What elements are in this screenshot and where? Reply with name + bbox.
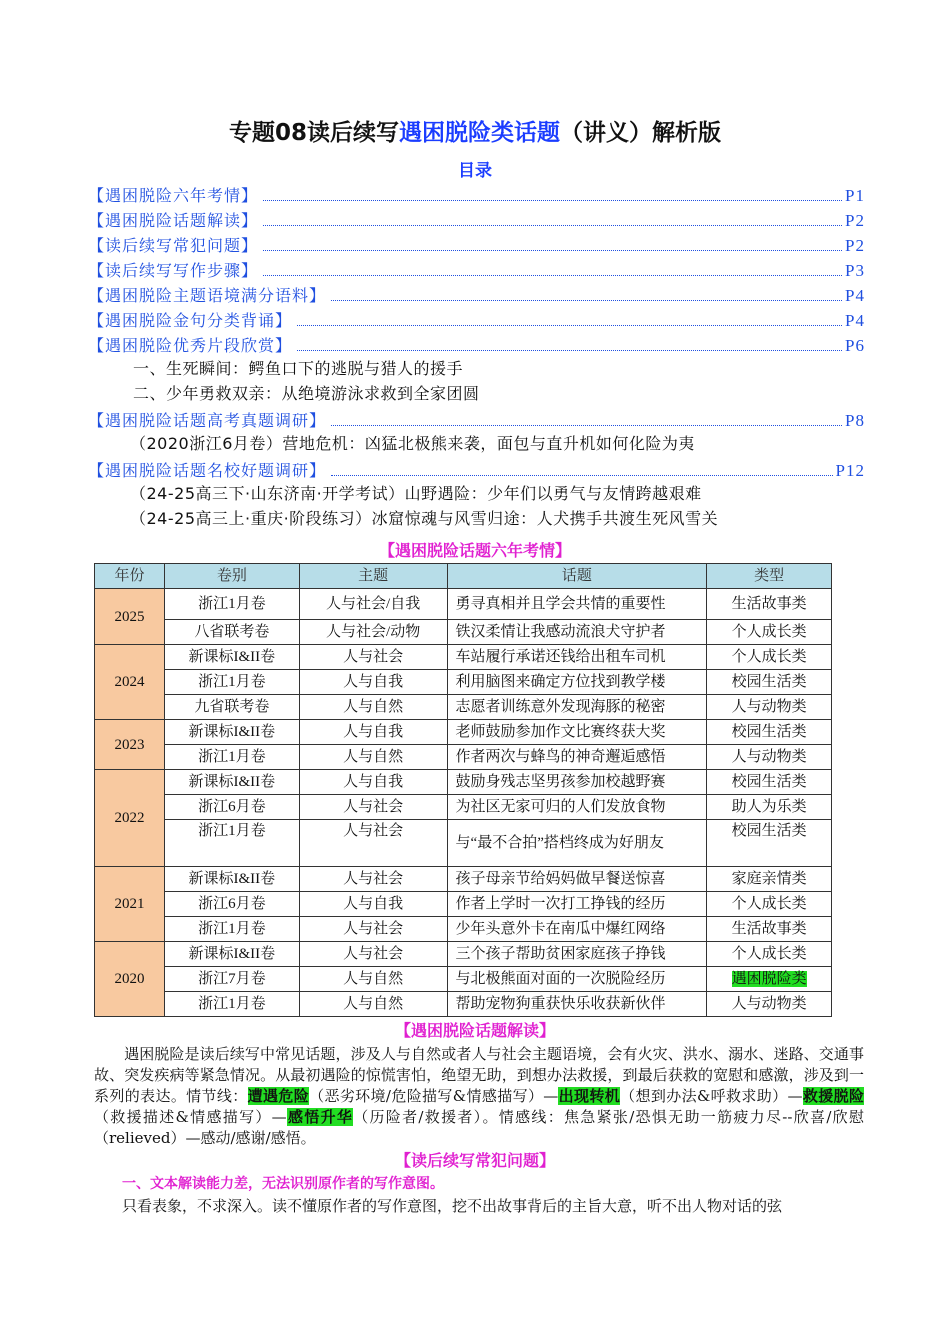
table-row (95, 992, 832, 1017)
table-row (95, 695, 832, 720)
year-cell: 2022 (95, 770, 165, 867)
toc-subentry[interactable]: 二、少年勇救双亲：从绝境游泳求救到全家团圆 (133, 384, 480, 403)
toc-leader (297, 350, 842, 351)
issue-heading: 一、文本解读能力差，无法识别原作者的写作意图。 (122, 1176, 444, 1192)
theme-cell: 人与社会 (299, 867, 447, 892)
type-cell: 校园生活类 (707, 720, 832, 745)
table-row (95, 795, 832, 820)
toc-entry[interactable] (88, 256, 865, 281)
paper-cell: 八省联考卷 (164, 620, 299, 645)
toc-leader (263, 225, 842, 226)
intro-text: （救援描述&情感描写）— (94, 1108, 287, 1126)
theme-cell: 人与社会/自我 (299, 589, 447, 620)
toc-leader (263, 200, 842, 201)
theme-cell: 人与社会 (299, 942, 447, 967)
toc-entry-page: P3 (845, 261, 865, 280)
toc-entry-label: 【遇困脱险优秀片段欣赏】 (88, 336, 293, 355)
toc-leader (331, 300, 842, 301)
type-cell: 助人为乐类 (707, 795, 832, 820)
year-cell: 2021 (95, 867, 165, 942)
toc-entry-page: P4 (845, 311, 865, 330)
toc-entry-label: 【遇困脱险六年考情】 (88, 186, 259, 205)
toc-entry-page: P12 (835, 461, 865, 480)
toc-leader (331, 475, 833, 476)
type-cell: 校园生活类 (707, 670, 832, 695)
table-row (95, 670, 832, 695)
toc-leader (263, 275, 842, 276)
table-row (95, 867, 832, 892)
paper-cell: 浙江1月卷 (164, 917, 299, 942)
paper-cell: 浙江1月卷 (164, 820, 299, 867)
toc-entry[interactable] (88, 306, 865, 331)
intro-text: （想到办法&呼救求助）— (620, 1087, 803, 1105)
plot-stage-highlight: 出现转机 (558, 1087, 621, 1105)
type-cell: 人与动物类 (707, 992, 832, 1017)
toc-leader (331, 425, 842, 426)
toc-entry-label: 【遇困脱险话题名校好题调研】 (88, 461, 327, 480)
intro-text: （恶劣环境/危险描写&情感描写）— (309, 1087, 559, 1105)
theme-cell: 人与社会/动物 (299, 620, 447, 645)
plot-stage-highlight: 感悟升华 (286, 1108, 354, 1126)
topic-cell: 鼓励身残志坚男孩参加校越野赛 (447, 770, 707, 795)
toc-entry[interactable] (88, 231, 865, 256)
intro-text: 遇困脱险是读后续写中常见话题，涉及人与自然或者人与社会主题语境，会有火灾、洪水、溺水、迷路、交通事故、突发疾病等紧急情况。从最初遇险的惊慌害怕，绝望无助，到想办法救援，到最后获救的宽慰和感激，涉及到一系列的表达。情节线： (94, 1045, 864, 1105)
toc-entry-page: P4 (845, 286, 865, 305)
exam-history-table (94, 563, 832, 1017)
toc-leader (297, 325, 842, 326)
topic-cell: 少年头意外卡在南瓜中爆红网络 (447, 917, 707, 942)
toc-entry-page: P2 (845, 236, 865, 255)
topic-cell: 为社区无家可归的人们发放食物 (447, 795, 707, 820)
table-row (95, 917, 832, 942)
year-cell: 2023 (95, 720, 165, 770)
toc-leader (263, 250, 842, 251)
type-cell: 人与动物类 (707, 695, 832, 720)
toc-entry[interactable] (88, 281, 865, 306)
topic-cell: 与“最不合拍”搭档终成为好朋友 (447, 820, 707, 867)
topic-cell: 勇寻真相并且学会共情的重要性 (447, 589, 707, 620)
title-prefix: 专题08读后续写 (228, 120, 399, 146)
toc-heading: 目录 (458, 161, 492, 181)
theme-cell: 人与自然 (299, 695, 447, 720)
theme-cell: 人与自我 (299, 720, 447, 745)
topic-cell: 车站履行承诺还钱给出租车司机 (447, 645, 707, 670)
paper-cell: 浙江7月卷 (164, 967, 299, 992)
document-title (0, 114, 950, 147)
year-cell: 2025 (95, 589, 165, 645)
toc-entry-label: 【读后续写常犯问题】 (88, 236, 259, 255)
table-row (95, 645, 832, 670)
toc-entry[interactable] (88, 406, 865, 431)
toc-entry-label: 【遇困脱险主题语境满分语料】 (88, 286, 327, 305)
paper-cell: 浙江6月卷 (164, 892, 299, 917)
type-cell: 个人成长类 (707, 892, 832, 917)
topic-cell: 三个孩子帮助贫困家庭孩子挣钱 (447, 942, 707, 967)
theme-cell: 人与社会 (299, 645, 447, 670)
column-header: 年份 (95, 564, 165, 589)
toc-entry-page: P1 (845, 186, 865, 205)
toc-entry[interactable] (88, 331, 865, 356)
type-cell: 人与动物类 (707, 745, 832, 770)
column-header: 卷别 (164, 564, 299, 589)
toc-entry[interactable] (88, 456, 865, 481)
theme-cell: 人与自我 (299, 892, 447, 917)
toc-entry[interactable] (88, 181, 865, 206)
year-cell: 2020 (95, 942, 165, 1017)
theme-cell: 人与自然 (299, 967, 447, 992)
paper-cell: 新课标I&II卷 (164, 645, 299, 670)
section-heading: 【遇困脱险话题六年考情】 (378, 541, 571, 560)
paper-cell: 新课标I&II卷 (164, 770, 299, 795)
paper-cell: 浙江1月卷 (164, 745, 299, 770)
toc-subentry[interactable]: （2020浙江6月卷）营地危机：凶猛北极熊来袭，面包与直升机如何化险为夷 (130, 434, 695, 453)
theme-cell: 人与社会 (299, 795, 447, 820)
paper-cell: 九省联考卷 (164, 695, 299, 720)
title-suffix: （讲义）解析版 (560, 120, 721, 146)
theme-cell: 人与自然 (299, 992, 447, 1017)
type-cell (707, 967, 832, 992)
type-cell: 个人成长类 (707, 645, 832, 670)
paper-cell: 新课标I&II卷 (164, 867, 299, 892)
topic-interpretation-paragraph (94, 1044, 864, 1149)
table-row (95, 942, 832, 967)
table-row (95, 620, 832, 645)
table-row (95, 770, 832, 795)
paper-cell: 浙江6月卷 (164, 795, 299, 820)
theme-cell: 人与自我 (299, 770, 447, 795)
topic-cell: 铁汉柔情让我感动流浪犬守护者 (447, 620, 707, 645)
section-heading: 【遇困脱险话题解读】 (394, 1021, 555, 1040)
column-header: 主题 (299, 564, 447, 589)
theme-cell: 人与社会 (299, 820, 447, 867)
topic-cell: 孩子母亲节给妈妈做早餐送惊喜 (447, 867, 707, 892)
type-cell: 校园生活类 (707, 820, 832, 867)
paper-cell: 新课标I&II卷 (164, 942, 299, 967)
section-heading: 【读后续写常犯问题】 (394, 1151, 555, 1170)
plot-stage-highlight: 遭遇危险 (247, 1087, 310, 1105)
theme-cell: 人与自然 (299, 745, 447, 770)
toc-entry-page: P6 (845, 336, 865, 355)
paper-cell: 浙江1月卷 (164, 589, 299, 620)
table-row (95, 589, 832, 620)
theme-cell: 人与自我 (299, 670, 447, 695)
type-cell: 生活故事类 (707, 589, 832, 620)
toc-entry-label: 【读后续写写作步骤】 (88, 261, 259, 280)
topic-cell: 利用脑图来确定方位找到教学楼 (447, 670, 707, 695)
toc-entry-label: 【遇困脱险金句分类背诵】 (88, 311, 293, 330)
topic-cell: 帮助宠物狗重获快乐收获新伙伴 (447, 992, 707, 1017)
toc-entry-label: 【遇困脱险话题解读】 (88, 211, 259, 230)
paper-cell: 新课标I&II卷 (164, 720, 299, 745)
topic-cell: 老师鼓励参加作文比赛终获大奖 (447, 720, 707, 745)
title-highlight: 遇困脱险类话题 (399, 120, 560, 146)
toc-subentry[interactable]: 一、生死瞬间：鳄鱼口下的逃脱与猎人的援手 (133, 359, 464, 378)
toc-subentry[interactable]: （24-25高三上·重庆·阶段练习）冰窟惊魂与风雪归途：人犬携手共渡生死风雪关 (130, 509, 719, 528)
toc-entry[interactable] (88, 206, 865, 231)
highlighted-type: 遇困脱险类 (731, 971, 807, 987)
plot-stage-highlight: 救援脱险 (802, 1087, 864, 1105)
topic-cell: 作者两次与蜂鸟的神奇邂逅感悟 (447, 745, 707, 770)
toc-entry-page: P8 (845, 411, 865, 430)
table-of-contents (88, 181, 865, 531)
theme-cell: 人与社会 (299, 917, 447, 942)
paper-cell: 浙江1月卷 (164, 992, 299, 1017)
paper-cell: 浙江1月卷 (164, 670, 299, 695)
table-row (95, 892, 832, 917)
topic-cell: 作者上学时一次打工挣钱的经历 (447, 892, 707, 917)
toc-entry-page: P2 (845, 211, 865, 230)
column-header: 话题 (447, 564, 707, 589)
type-cell: 校园生活类 (707, 770, 832, 795)
table-row (95, 720, 832, 745)
type-cell: 个人成长类 (707, 620, 832, 645)
type-cell: 个人成长类 (707, 942, 832, 967)
column-header: 类型 (707, 564, 832, 589)
topic-cell: 与北极熊面对面的一次脱险经历 (447, 967, 707, 992)
topic-cell: 志愿者训练意外发现海豚的秘密 (447, 695, 707, 720)
type-cell: 生活故事类 (707, 917, 832, 942)
intro-text: （历险者/救援者）。情感线：焦急紧张/恐惧无助一筋疲力尽--欣喜/欣慰（relieved）—感动/感谢/感悟。 (94, 1108, 864, 1147)
toc-entry-label: 【遇困脱险话题高考真题调研】 (88, 411, 327, 430)
year-cell: 2024 (95, 645, 165, 720)
table-row (95, 820, 832, 867)
type-cell: 家庭亲情类 (707, 867, 832, 892)
table-row (95, 745, 832, 770)
table-header-row (95, 564, 832, 589)
toc-subentry[interactable]: （24-25高三下·山东济南·开学考试）山野遇险：少年们以勇气与友情跨越艰难 (130, 484, 702, 503)
issue-text: 只看表象，不求深入。读不懂原作者的写作意图，挖不出故事背后的主旨大意，听不出人物对话的弦 (122, 1197, 783, 1215)
table-row (95, 967, 832, 992)
